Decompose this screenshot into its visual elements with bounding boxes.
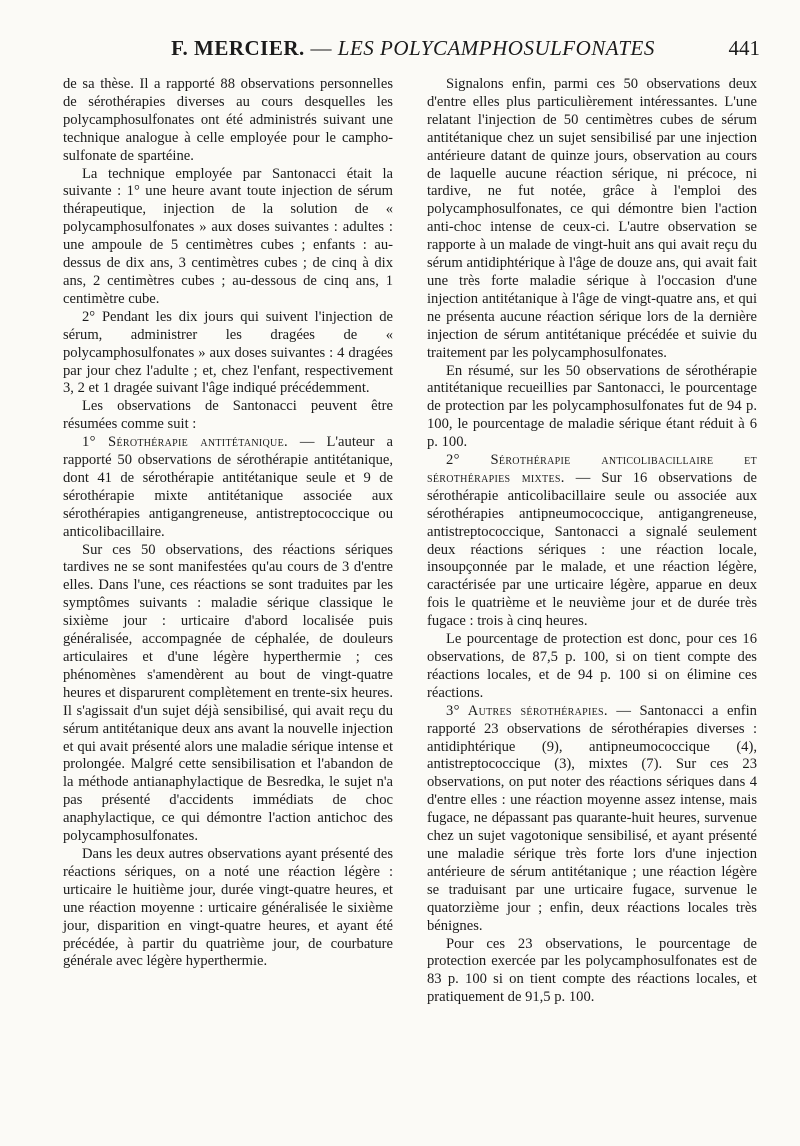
section-text: — L'auteur a rapporté 50 observations de sérothérapie antitétanique, dont 41 de sérothérapie antitétanique seule et 9 de sérothérapie mixte antitétanique associée aux sérothérapies antigangreneuse, antistreptococcique ou anticolibacillaire. (63, 434, 393, 540)
section-heading: 2° Sérothérapie anticolibacillaire et sérothérapies mixtes. (427, 452, 757, 486)
paragraph: Sur ces 50 observations, des réactions sériques tardives ne se sont manifestées qu'au cours de 3 d'entre elles. Dans l'une, ces réactions se sont traduites par les symptômes suivants : maladie sérique classique le sixième jour : urticaire d'abord localisée puis généralisée, accompagnée de céphalée, de douleurs articulaires et d'une légère hyperthermie ; ces phénomènes s'amendèrent au bout de vingt-quatre heures et disparurent complètement en trente-six heures. Il s'agissait d'un sujet déjà sensibilisé, qui avait reçu du sérum antitétanique deux ans avant la nouvelle injection et qui avait présenté alors une maladie sérique intense et prolongée. Malgré cette sensibilisation et l'abandon de la méthode antianaphylactique de Besredka, le sujet n'a pas présenté d'accidents immédiats de choc anaphylactique, ce qui démontre l'action antichoc des polycamphosulfonates. (63, 541, 393, 845)
header-subject: LES POLYCAMPHOSULFONATES (337, 36, 655, 60)
paragraph: Signalons enfin, parmi ces 50 observations deux d'entre elles plus particulièrement intéressantes. L'une relatant l'injection de 50 centimètres cubes de sérum antitétanique chez un sujet sensibilisé par une injection antérieure datant de quinze jours, observation au cours de laquelle aucune réaction sérique, ni précoce, ni tardive, ne fut notée, grâce à l'emploi des polycamphosulfonates, ce qui démontre bien l'action anti-choc intense de ceux-ci. L'autre observation se rapporte à un malade de vingt-huit ans qui avait reçu du sérum antidiphtérique à l'âge de douze ans, qui avait fait une très forte maladie sérique à l'occasion d'une injection antitétanique à l'âge de vingt-quatre ans, et qui ne présenta aucune réaction sérique lors de la dernière injection de sérum antitétanique précédée et suivie du traitement par les polycamphosulfonates. (427, 76, 757, 361)
running-header (62, 30, 764, 70)
section-text: — Sur 16 observations de sérothérapie anticolibacillaire seule ou associée aux sérothérapies antipneumococcique, antigangreneuse, antistreptococcique, Santonacci a signalé seulement deux réactions sériques : une réaction locale, insoupçonnée par le malade, et une réaction légère, caractérisée par une urticaire légère, apparue en deux fois le quatrième et le neuvième jour et de durée très fugace : trois à cinq heures. (427, 469, 757, 630)
paragraph: La technique employée par Santonacci était la suivante : 1° une heure avant toute injection de sérum thérapeutique, injection de la solution de « polycamphosulfonates » aux doses suivantes : adultes : une ampoule de 5 centimètres cubes ; enfants : au-dessus de dix ans, 3 centimètres cubes ; de cinq à dix ans, 2 centimètres cubes ; au-dessous de cinq ans, 1 centimètre cube. (63, 165, 393, 307)
section-text: — Santonacci a enfin rapporté 23 observations de sérothérapies diverses : antidiphtérique (9), antipneumococcique (4), antistreptococcique (3), mixtes (7). Sur ces 23 observations, on put noter des réactions sériques dans 4 d'entre elles : une réaction moyenne assez intense, mais fugace, ne dépassant pas quarante-huit heures, survenue chez un sujet vagotonique sensibilisé, et ayant présenté une maladie sérique très forte lors d'une injection antérieure de sérum antitétanique ; une réaction légère se traduisant par une urticaire fugace, survenue le quatorzième jour ; enfin, deux réactions locales très bénignes. (427, 702, 757, 934)
header-dash: — (304, 36, 338, 60)
section-paragraph (63, 434, 393, 541)
paragraph: Le pourcentage de protection est donc, pour ces 16 observations, de 87,5 p. 100, si on tient compte des réactions locales, et de 94 p. 100 si on élimine ces réactions. (427, 631, 757, 701)
paragraph: 2° Pendant les dix jours qui suivent l'injection de sérum, administrer les dragées de « polycamphosulfonates » aux doses suivantes : 4 dragées par jour chez l'adulte ; et, chez l'enfant, respectivement 3, 2 et 1 dragée suivant l'âge indiqué précédemment. (63, 308, 393, 397)
paragraph: Les observations de Santonacci peuvent être résumées comme suit : (63, 398, 393, 433)
right-column (427, 76, 757, 1007)
section-paragraph (427, 703, 757, 936)
header-title (62, 36, 764, 61)
paragraph: Dans les deux autres observations ayant présenté des réactions sériques, on a noté une réaction légère : urticaire le huitième jour, durée vingt-quatre heures, et une réaction moyenne : urticaire généralisée le sixième jour, disparition en vingt-quatre heures, et ayant été précédée, à partir du quatrième jour, de courbature générale avec légère hyperthermie. (63, 845, 393, 970)
page-number: 441 (728, 36, 760, 60)
section-heading: 1° Sérothérapie antitétanique. (82, 434, 288, 451)
section-heading: 3° Autres sérothérapies. (446, 702, 608, 719)
paragraph: de sa thèse. Il a rapporté 88 observations personnelles de sérothérapies diverses au cours desquelles les polycamphosulfonates ont été administrés suivant une technique analogue à celle employée pour le campho-sulfonate de spartéine. (63, 76, 393, 164)
section-paragraph (427, 452, 757, 631)
paragraph: En résumé, sur les 50 observations de sérothérapie antitétanique recueillies par Santonacci, le pourcentage de protection par les polycamphosulfonates fut de 94 p. 100, le pourcentage de maladie sérique étant réduit à 6 p. 100. (427, 362, 757, 451)
header-author: F. MERCIER. (171, 36, 305, 60)
left-column (63, 76, 393, 971)
paragraph: Pour ces 23 observations, le pourcentage de protection exercée par les polycamphosulfonates est de 83 p. 100 si on tient compte des réactions locales, et pratiquement de 91,5 p. 100. (427, 935, 757, 1006)
